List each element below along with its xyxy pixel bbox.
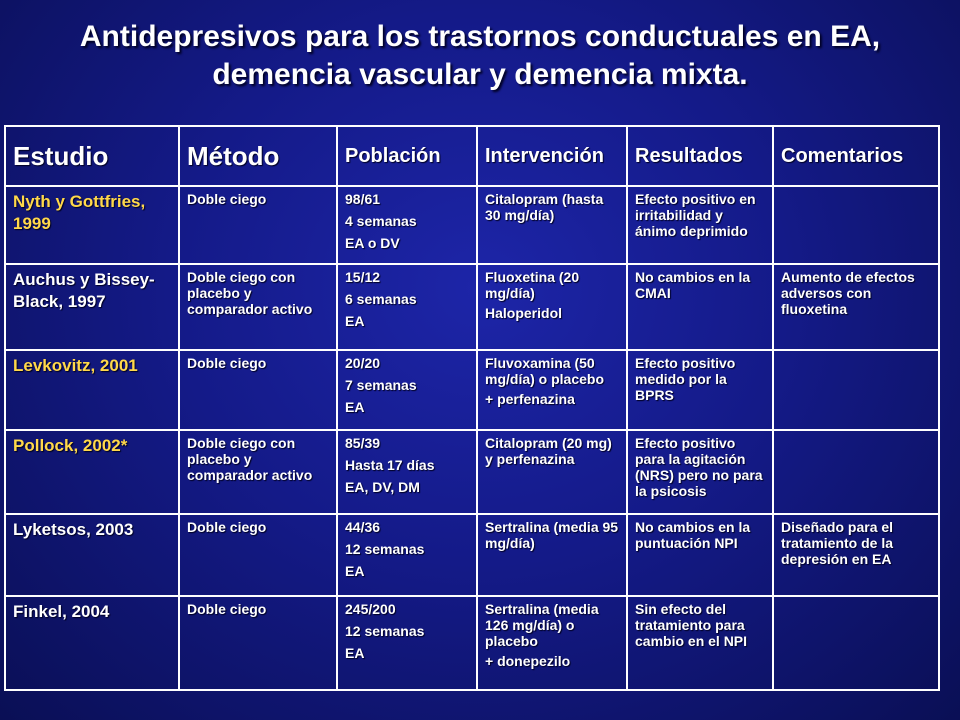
- population-n: 44/36: [345, 519, 381, 535]
- table-row: [5, 514, 939, 596]
- population-duration: 4 semanas: [345, 213, 417, 229]
- method-cell: Doble ciego con placebo y comparador activo: [179, 430, 337, 514]
- method-cell: Doble ciego: [179, 350, 337, 430]
- table-header-row: [5, 126, 939, 186]
- population-duration: 6 semanas: [345, 291, 417, 307]
- study-cell: Auchus y Bissey-Black, 1997: [5, 264, 179, 350]
- population-diagnosis: EA o DV: [345, 235, 400, 251]
- result-cell: Efecto positivo medido por la BPRS: [627, 350, 773, 430]
- intervention-cell: [477, 430, 627, 514]
- population-n: 98/61: [345, 191, 381, 207]
- intervention-line: Citalopram (20 mg) y perfenazina: [485, 435, 612, 467]
- table-row: [5, 596, 939, 690]
- table-row: [5, 430, 939, 514]
- header-poblacion: Población: [337, 126, 477, 186]
- comment-cell: Diseñado para el tratamiento de la depresión en EA: [773, 514, 939, 596]
- population-cell: [337, 186, 477, 264]
- population-diagnosis: EA: [345, 645, 365, 661]
- population-cell: [337, 264, 477, 350]
- intervention-line: Sertralina (media 126 mg/día) o placebo: [485, 601, 599, 649]
- intervention-cell: [477, 596, 627, 690]
- population-n: 245/200: [345, 601, 396, 617]
- result-cell: No cambios en la puntuación NPI: [627, 514, 773, 596]
- comment-cell: [773, 350, 939, 430]
- population-cell: [337, 596, 477, 690]
- study-cell: Levkovitz, 2001: [5, 350, 179, 430]
- result-cell: Efecto positivo para la agitación (NRS) pero no para la psicosis: [627, 430, 773, 514]
- study-cell: Finkel, 2004: [5, 596, 179, 690]
- population-n: 15/12: [345, 269, 381, 285]
- method-cell: Doble ciego: [179, 596, 337, 690]
- method-cell: Doble ciego: [179, 514, 337, 596]
- study-cell: Lyketsos, 2003: [5, 514, 179, 596]
- population-cell: [337, 350, 477, 430]
- studies-table: [4, 125, 940, 691]
- population-n: 85/39: [345, 435, 381, 451]
- intervention-line: Citalopram (hasta 30 mg/día): [485, 191, 604, 223]
- population-duration: 7 semanas: [345, 377, 417, 393]
- population-n: 20/20: [345, 355, 381, 371]
- population-duration: Hasta 17 días: [345, 457, 435, 473]
- header-comentarios: Comentarios: [773, 126, 939, 186]
- table-row: [5, 186, 939, 264]
- header-resultados: Resultados: [627, 126, 773, 186]
- study-cell: Nyth y Gottfries, 1999: [5, 186, 179, 264]
- intervention-cell: [477, 514, 627, 596]
- header-estudio: Estudio: [5, 126, 179, 186]
- population-duration: 12 semanas: [345, 541, 425, 557]
- table-row: [5, 350, 939, 430]
- population-cell: [337, 430, 477, 514]
- comment-cell: [773, 186, 939, 264]
- comment-cell: [773, 596, 939, 690]
- result-cell: No cambios en la CMAI: [627, 264, 773, 350]
- comment-cell: [773, 430, 939, 514]
- intervention-line: Sertralina (media 95 mg/día): [485, 519, 619, 551]
- slide-title-line-2: demencia vascular y demencia mixta.: [212, 58, 748, 91]
- study-cell: Pollock, 2002*: [5, 430, 179, 514]
- population-diagnosis: EA: [345, 399, 365, 415]
- intervention-line: Haloperidol: [485, 305, 563, 321]
- result-cell: Efecto positivo en irritabilidad y ánimo deprimido: [627, 186, 773, 264]
- population-diagnosis: EA, DV, DM: [345, 479, 420, 495]
- slide-title-line-1: Antidepresivos para los trastornos conductuales en EA,: [79, 20, 881, 53]
- intervention-line: + donepezilo: [485, 653, 571, 669]
- intervention-cell: [477, 264, 627, 350]
- comment-cell: Aumento de efectos adversos con fluoxetina: [773, 264, 939, 350]
- intervention-cell: [477, 186, 627, 264]
- result-cell: Sin efecto del tratamiento para cambio en el NPI: [627, 596, 773, 690]
- intervention-cell: [477, 350, 627, 430]
- method-cell: Doble ciego con placebo y comparador activo: [179, 264, 337, 350]
- population-cell: [337, 514, 477, 596]
- intervention-line: Fluoxetina (20 mg/día): [485, 269, 580, 301]
- slide-title: [0, 18, 960, 94]
- table-row: [5, 264, 939, 350]
- intervention-line: Fluvoxamina (50 mg/día) o placebo: [485, 355, 605, 387]
- header-metodo: Método: [179, 126, 337, 186]
- population-diagnosis: EA: [345, 563, 365, 579]
- population-duration: 12 semanas: [345, 623, 425, 639]
- population-diagnosis: EA: [345, 313, 365, 329]
- intervention-line: + perfenazina: [485, 391, 575, 407]
- method-cell: Doble ciego: [179, 186, 337, 264]
- header-intervencion: Intervención: [477, 126, 627, 186]
